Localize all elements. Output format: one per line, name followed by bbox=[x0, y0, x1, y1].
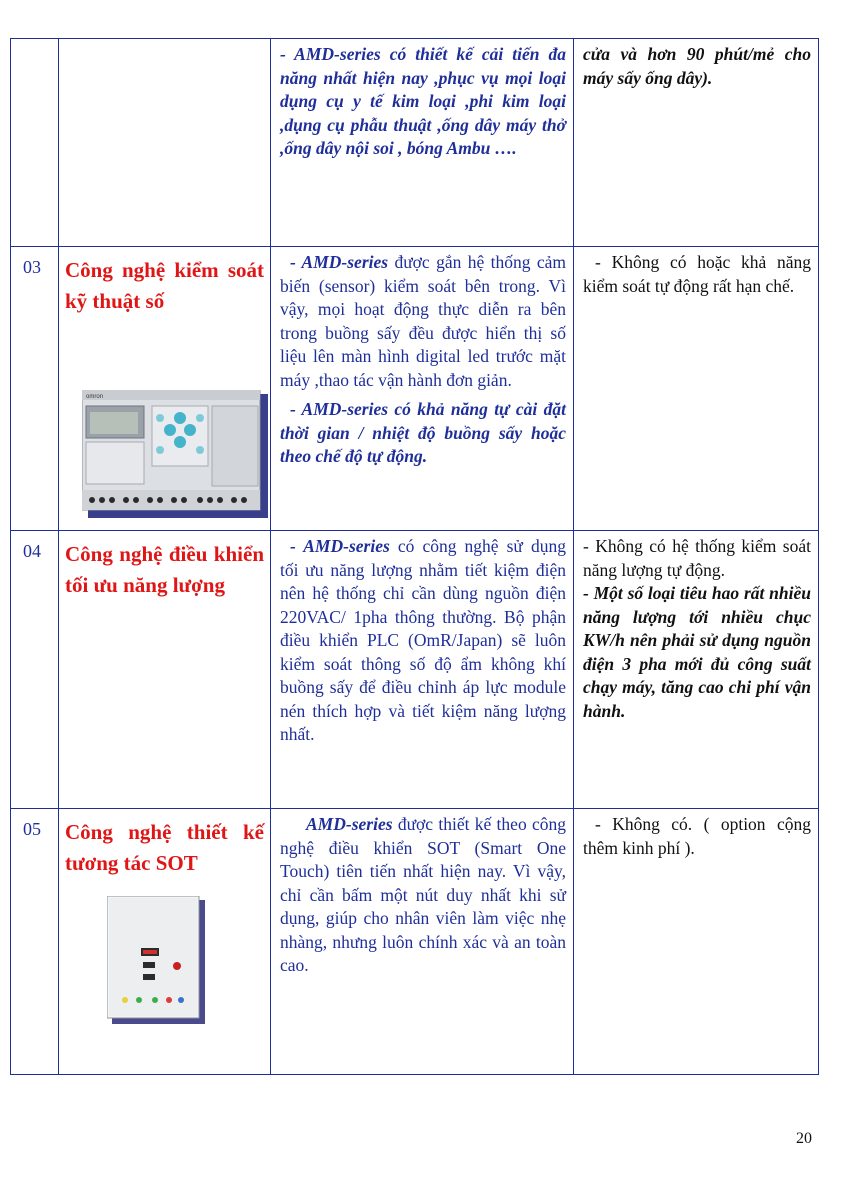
other-cell bbox=[574, 39, 819, 247]
other-cell bbox=[574, 809, 819, 1075]
feature-cell bbox=[59, 531, 271, 809]
number-cell bbox=[11, 39, 59, 247]
page-number: 20 bbox=[796, 1130, 812, 1147]
row-number: 05 bbox=[23, 819, 41, 839]
amd-series-label: AMD-series bbox=[306, 814, 393, 834]
other-text: - Không có. ( option cộng thêm kinh phí ). bbox=[583, 814, 811, 858]
table-row bbox=[11, 39, 819, 247]
other-cell bbox=[574, 531, 819, 809]
other-text: - Không có hệ thống kiểm soát năng lượng tự động. bbox=[583, 536, 811, 580]
amd-text: được thiết kế theo công nghệ điều khiển SOT (Smart One Touch) tiên tiến nhất hiện nay. Vì vậy, chỉ cần bấm một nút duy nhất khi sử dụng, giúp cho nhân viên làm việc nhẹ nhàng, nhưng luôn chính xác và an toàn cao. bbox=[280, 814, 566, 975]
other-cell bbox=[574, 247, 819, 531]
amd-text: - AMD-series có thiết kế cải tiến đa năng nhất hiện nay ,phục vụ mọi loại dụng cụ y tế kim loại ,phi kim loại ,dụng cụ phẫu thuật ,ống dây máy thở ,ống dây nội soi , bóng Ambu …. bbox=[280, 44, 566, 158]
number-cell bbox=[11, 809, 59, 1075]
amd-cell bbox=[271, 247, 574, 531]
amd-cell bbox=[271, 39, 574, 247]
device-brand-text: omron bbox=[86, 394, 104, 400]
number-cell bbox=[11, 247, 59, 531]
feature-cell bbox=[59, 39, 271, 247]
other-bold-text: - Một số loại tiêu hao rất nhiều năng lượng tới nhiều chục KW/h nên phải sử dụng nguồn điện 3 pha mới đủ công suất chạy máy, tăng cao chi phí vận hành. bbox=[583, 583, 811, 721]
feature-title: Công nghệ thiết kế tương tác SOT bbox=[65, 820, 264, 875]
control-panel-image bbox=[107, 896, 205, 1024]
row-number: 04 bbox=[23, 541, 41, 561]
other-text: cửa và hơn 90 phút/mẻ cho máy sấy ống dây). bbox=[583, 44, 811, 88]
amd-text: được gắn hệ thống cảm biến (sensor) kiểm soát bên trong. Vì vậy, mọi hoạt động thực diễn ra bên trong buồng sấy đều được hiển thị số liệu lên màn hình digital led trước mặt máy ,thao tác vận hành đơn giản. bbox=[280, 252, 566, 390]
amd-cell bbox=[271, 531, 574, 809]
amd-series-label: - AMD-series bbox=[290, 536, 390, 556]
row-number: 03 bbox=[23, 257, 41, 277]
amd-bold-text: - AMD-series có khả năng tự cài đặt thời gian / nhiệt độ buồng sấy hoặc theo chế độ tự động. bbox=[280, 399, 566, 466]
feature-title: Công nghệ điều khiển tối ưu năng lượng bbox=[65, 542, 264, 597]
amd-series-label: - AMD-series bbox=[290, 252, 389, 272]
amd-cell bbox=[271, 809, 574, 1075]
number-cell bbox=[11, 531, 59, 809]
table-row bbox=[11, 531, 819, 809]
feature-title: Công nghệ kiểm soát kỹ thuật số bbox=[65, 258, 264, 313]
other-text: - Không có hoặc khả năng kiểm soát tự động rất hạn chế. bbox=[583, 252, 811, 296]
plc-controller-image bbox=[82, 390, 268, 518]
amd-text: có công nghệ sử dụng tối ưu năng lượng nhằm tiết kiệm điện nên hệ thống chỉ cần dùng nguồn điện 220VAC/ 1pha thông thường. Bộ phận điều khiển PLC (OmR/Japan) sẽ luôn kiểm soát thông số độ ẩm không khí buồng sấy để điều chỉnh áp lực module nén thích hợp và tiết kiệm năng lượng nhất. bbox=[280, 536, 566, 744]
